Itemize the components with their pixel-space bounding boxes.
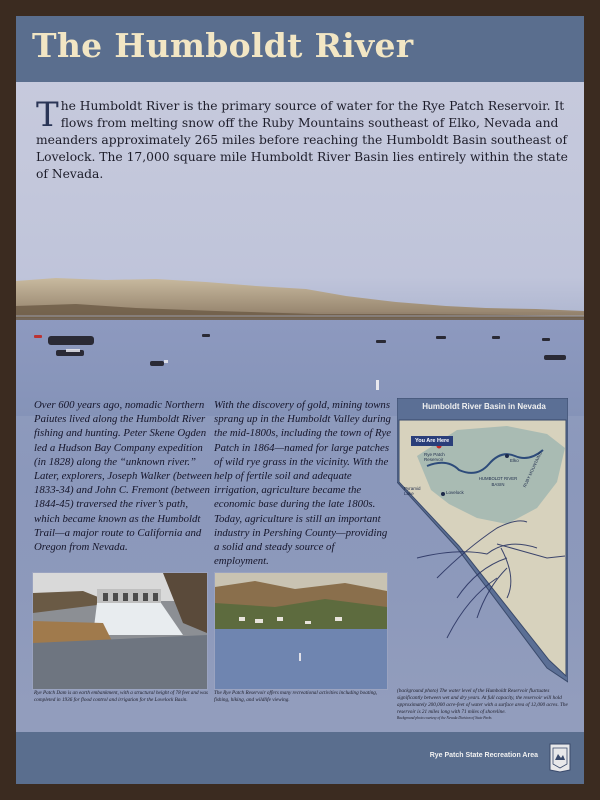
elko-dot — [505, 454, 509, 458]
drop-cap: T — [36, 95, 59, 135]
rye-patch-dam-photo — [32, 572, 208, 690]
intro-text: he Humboldt River is the primary source of water for the Rye Patch Reservoir. It flows from melting snow off the Ruby Mountains southeast of Elko, Nevada and meanders approximately 265 miles before reaching the Humboldt Basin southeast of Lovelock. The 17,000 square mile Humboldt River Basin lies entirely within the state of Nevada. — [36, 99, 568, 181]
intro-paragraph — [36, 95, 568, 183]
sign-title: The Humboldt River — [32, 26, 414, 65]
recreation-area-photo — [214, 572, 388, 690]
map-label-ruby-mountains: RUBY MOUNTAINS — [522, 451, 543, 489]
map-title: Humboldt River Basin in Nevada — [422, 402, 546, 411]
map-label-rye-patch: Rye Patch Reservoir — [424, 452, 445, 462]
history-column: Over 600 years ago, nomadic Northern Paiutes lived along the Humboldt River fishing and hunting. Peter Skene Ogden led a Hudson Bay Company expedition (in 1828) along the “unknown river.” Later, explorers, Joseph Walker (between 1833-34) and John C. Fremont (between 1844-45) traversed the river’s path, which became known as the Humboldt Trail—a major route to California and Oregon from Nevada. — [34, 399, 212, 554]
footer-bar — [16, 732, 584, 784]
recreation-photo-caption: The Rye Patch Reservoir offers many recreational activities including boating, fishing, hiking, and wildlife viewing. — [214, 690, 378, 703]
background-photo-caption — [397, 688, 573, 721]
nevada-state-parks-logo — [548, 742, 572, 774]
title-bar — [16, 16, 584, 82]
interpretive-sign-panel — [16, 16, 584, 784]
map-label-lovelock: Lovelock — [446, 490, 464, 495]
background-photo-credit: Background photo courtesy of the Nevada Division of State Parks — [397, 716, 492, 720]
reservoir-landscape — [16, 256, 584, 416]
dam-photo-caption: Rye Patch Dam is an earth embankment, with a structural height of 78 feet and was completed in 1936 for flood control and irrigation for the Lovelock Basin. — [34, 690, 208, 703]
map-label-basin: HUMBOLDT RIVER BASIN — [478, 476, 518, 487]
lovelock-dot — [441, 492, 445, 496]
gold-mining-column: With the discovery of gold, mining towns sprang up in the Humboldt Valley during the mid-1800s, including the town of Rye Patch in 1864—named for large patches of wild rye grass in the vicinity. With the help of fertile soil and adequate irrigation, agriculture became the economic base during the late 1800s. Today, agriculture is still an important industry in Pershing County—providing a solid and steady source of employment. — [214, 399, 392, 568]
map-label-elko: Elko — [510, 458, 519, 463]
you-are-here-label: You Are Here — [411, 436, 453, 446]
background-caption-text: (background photo) The water level of the Humboldt Reservoir fluctuates significantly between wet and dry years. At full capacity, the reservoir will hold approximately 200,000 acre-feet of water with a surface area of 12,000 acres. The reservoir is 21 miles long with 71 miles of shoreline. — [397, 688, 568, 715]
park-name: Rye Patch State Recreation Area — [429, 752, 538, 759]
map-label-pyramid-lake: Pyramid Lake — [404, 486, 421, 496]
